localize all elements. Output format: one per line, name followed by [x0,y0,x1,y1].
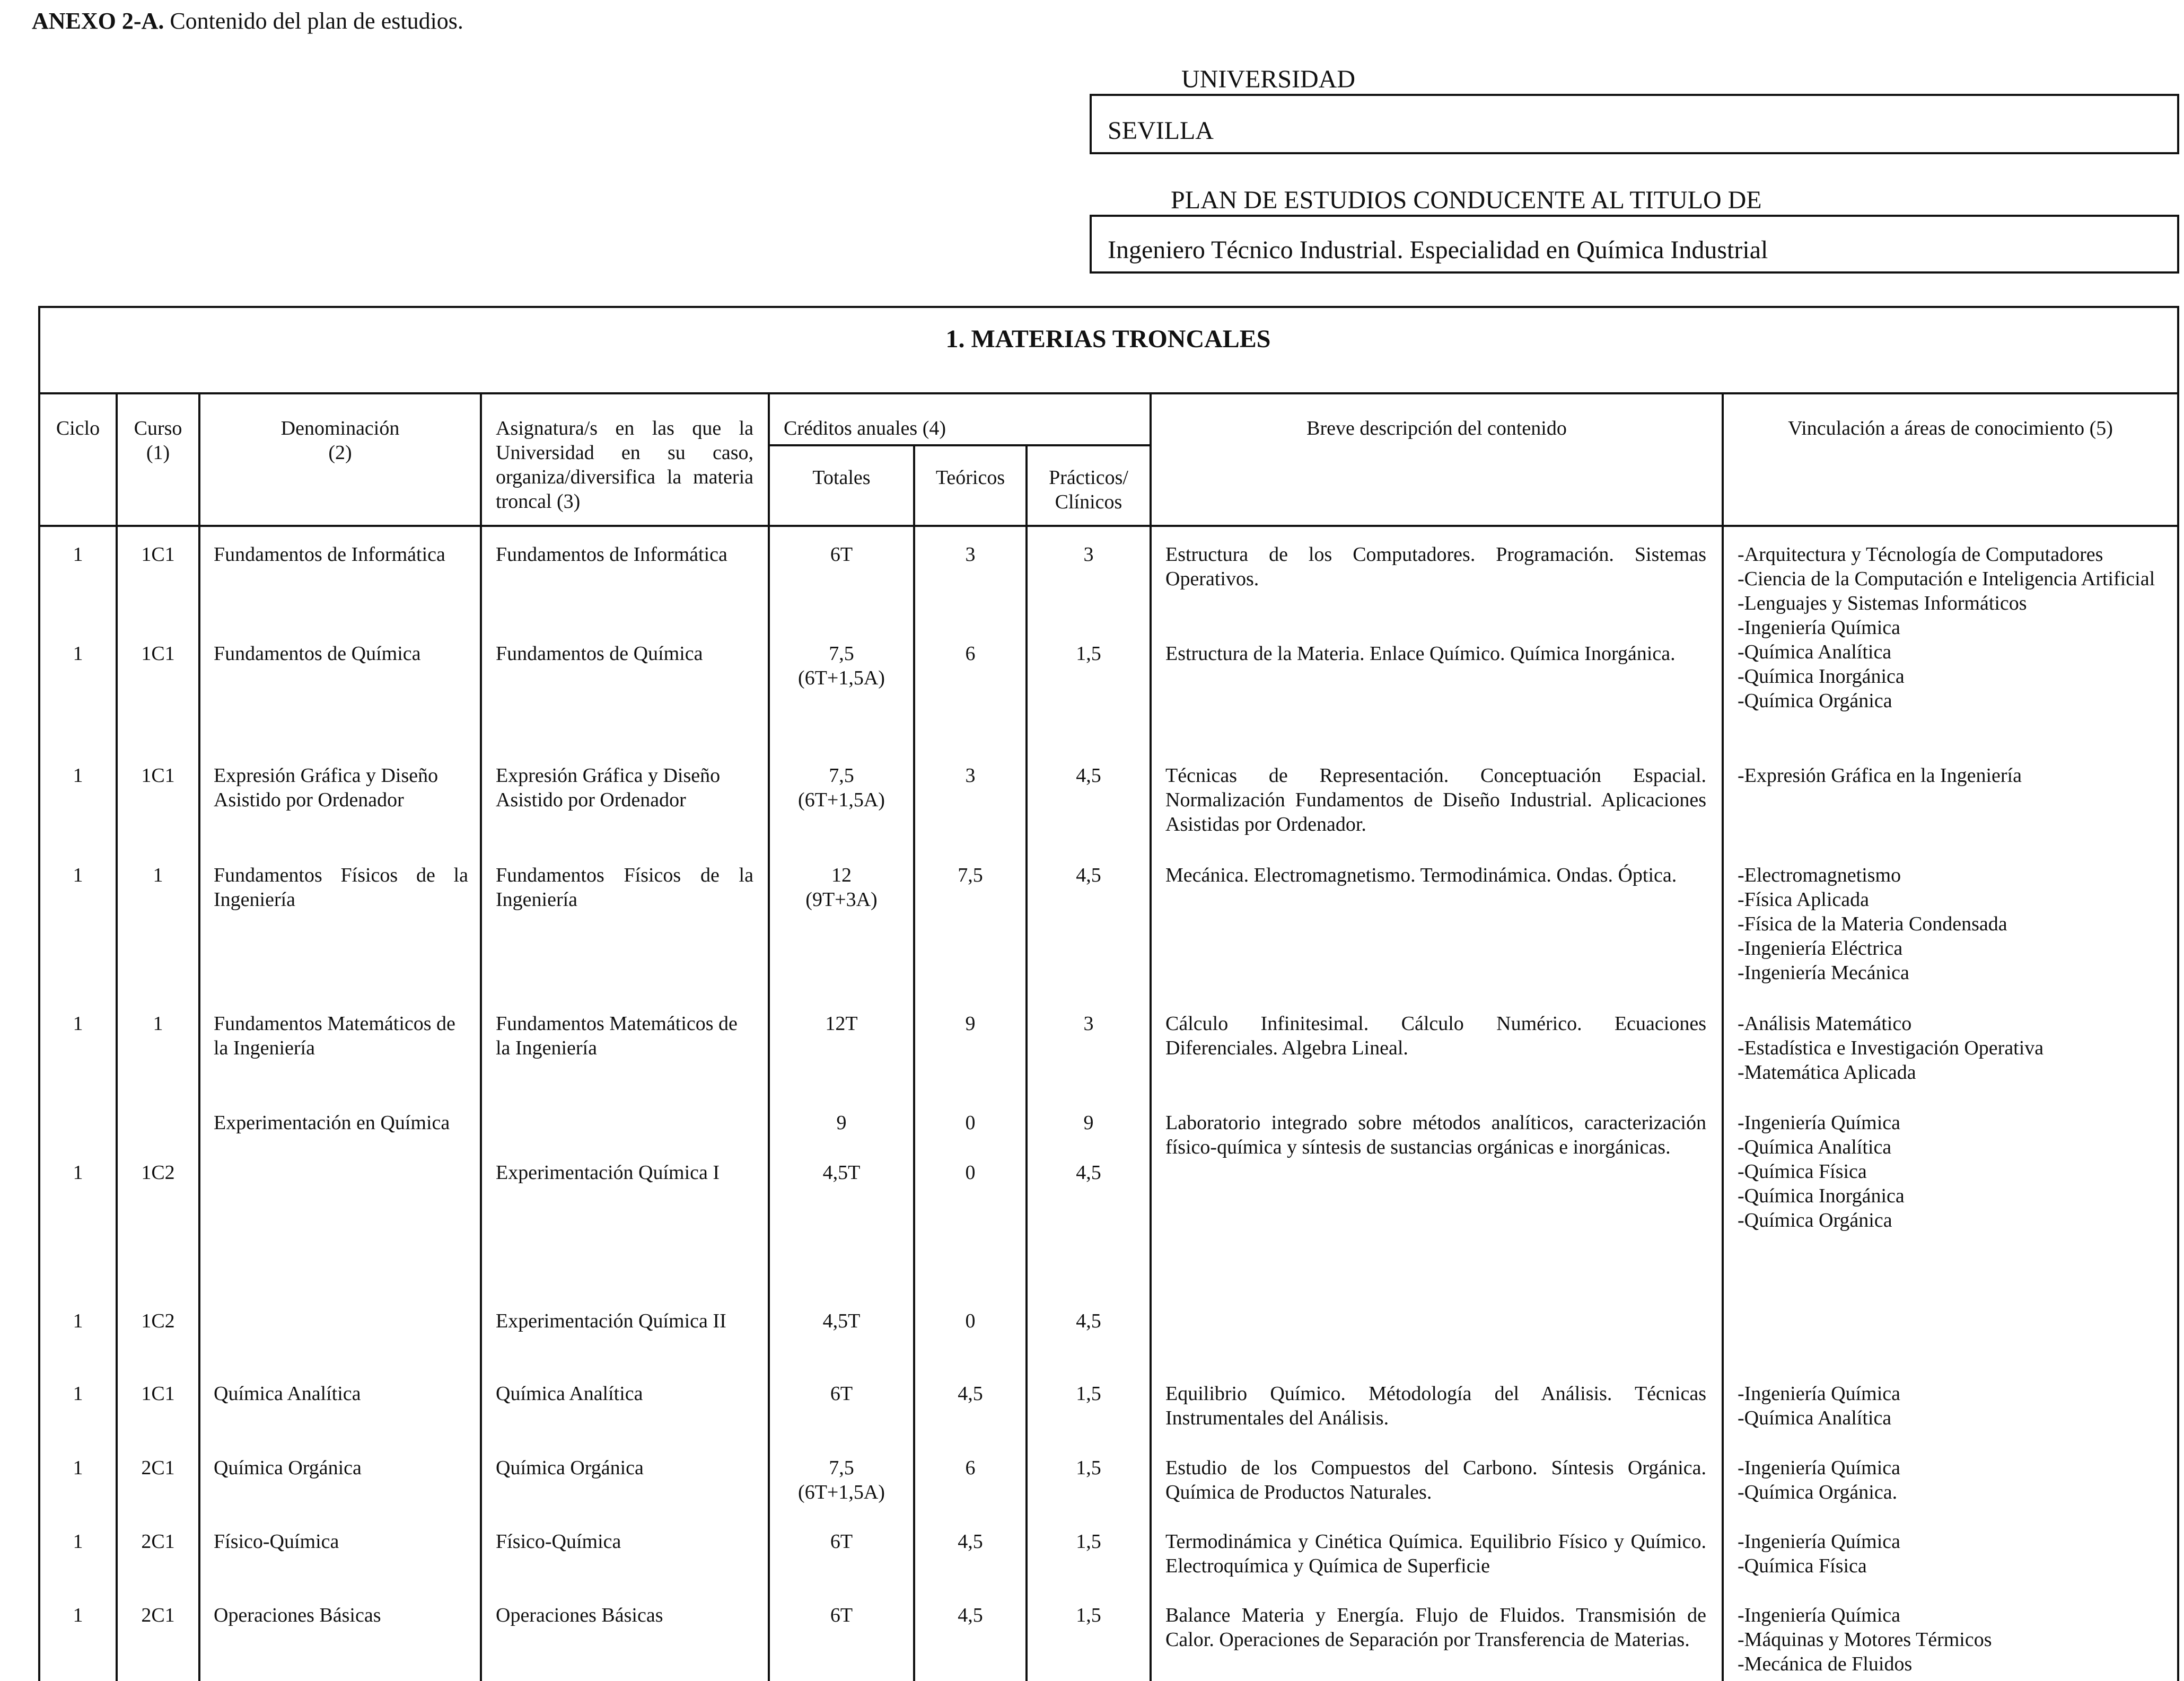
row-5-descripcion: Cálculo Infinitesimal. Cálculo Numérico. Ecuaciones Diferenciales. Algebra Lineal. [1165,1013,1706,1059]
row-6-denominacion: Experimentación en Química [214,1112,450,1134]
row-3-vinculacion: -Expresión Gráfica en la Ingeniería [1738,764,2022,787]
row-2-practicos: 1,5 [1076,643,1101,665]
col-header-curso: Curso (1) [134,417,182,464]
row-10-practicos: 1,5 [1076,1457,1101,1479]
row-1-descripcion: Estructura de los Computadores. Programación. Sistemas Operativos. [1165,543,1706,590]
row-3-teoricos: 3 [965,764,976,787]
row-8-teoricos: 0 [965,1310,976,1332]
universidad-value: SEVILLA [1108,117,1214,145]
row-9-totales: 6T [830,1383,853,1405]
row-3-asignatura: Expresión Gráfica y Diseño Asistido por Ordenador [496,764,721,811]
col-line-practicos [1025,444,1028,1681]
row-4-teoricos: 7,5 [958,864,983,886]
row-5-curso: 1 [153,1013,163,1035]
col-header-vinculacion: Vinculación a áreas de conocimiento (5) [1788,417,2113,439]
row-5-ciclo: 1 [73,1013,83,1035]
row-10-descripcion: Estudio de los Compuestos del Carbono. Síntesis Orgánica. Química de Productos Naturales. [1165,1457,1706,1503]
row-11-vinculacion: -Ingeniería Química -Química Física [1738,1530,1901,1577]
row-4-curso: 1 [153,864,163,886]
row-4-vinculacion: -Electromagnetismo -Física Aplicada -Física de la Materia Condensada -Ingeniería Eléctrica -Ingeniería Mecánica [1738,864,2007,984]
row-2-curso: 1C1 [141,643,175,665]
annex-title-rest: Contenido del plan de estudios. [164,8,463,34]
row-4-asignatura: Fundamentos Físicos de la Ingeniería [496,864,753,911]
row-1-curso: 1C1 [141,543,175,566]
row-11-ciclo: 1 [73,1530,83,1553]
row-5-denominacion: Fundamentos Matemáticos de la Ingeniería [214,1013,455,1059]
row-7-ciclo: 1 [73,1161,83,1184]
row-4-totales: 12 (9T+3A) [805,864,878,911]
plan-value: Ingeniero Técnico Industrial. Especialidad en Química Industrial [1108,236,1768,264]
row-8-ciclo: 1 [73,1310,83,1332]
row-3-ciclo: 1 [73,764,83,787]
row-9-teoricos: 4,5 [958,1383,983,1405]
row-9-asignatura: Química Analítica [496,1383,643,1405]
row-4-descripcion: Mecánica. Electromagnetismo. Termodinámica. Ondas. Óptica. [1165,864,1677,886]
row-2-descripcion: Estructura de la Materia. Enlace Químico. Química Inorgánica. [1165,643,1676,665]
row-6-vinculacion: -Ingeniería Química -Química Analítica -Química Física -Química Inorgánica -Química Orgánica [1738,1112,1905,1231]
row-5-practicos: 3 [1083,1013,1094,1035]
table-border-top [38,306,2179,308]
table-border-right [2177,306,2179,1681]
row-11-descripcion: Termodinámica y Cinética Química. Equilibrio Físico y Químico. Electroquímica y Química de Superficie [1165,1530,1706,1577]
creditos-separator [768,444,1151,446]
row-3-practicos: 4,5 [1076,764,1101,787]
row-12-teoricos: 4,5 [958,1604,983,1626]
row-9-vinculacion: -Ingeniería Química -Química Analítica [1738,1383,1901,1429]
col-line-asignatura [480,392,482,1681]
row-11-practicos: 1,5 [1076,1530,1101,1553]
universidad-box [1090,94,2179,154]
row-12-denominacion: Operaciones Básicas [214,1604,381,1626]
row-1-teoricos: 3 [965,543,976,566]
col-header-creditos: Créditos anuales (4) [784,417,946,439]
row-12-totales: 6T [830,1604,853,1626]
row-4-practicos: 4,5 [1076,864,1101,886]
row-11-teoricos: 4,5 [958,1530,983,1553]
row-10-asignatura: Química Orgánica [496,1457,644,1479]
row-11-curso: 2C1 [141,1530,175,1553]
row-5-asignatura: Fundamentos Matemáticos de la Ingeniería [496,1013,738,1059]
universidad-label: UNIVERSIDAD [1181,65,1355,93]
row-10-curso: 2C1 [141,1457,175,1479]
row-6-practicos: 9 [1083,1112,1094,1134]
col-header-ciclo: Ciclo [56,417,100,439]
row-7-practicos: 4,5 [1076,1161,1101,1184]
row-5-vinculacion: -Análisis Matemático -Estadística e Investigación Operativa -Matemática Aplicada [1738,1013,2044,1084]
row-1-totales: 6T [830,543,853,566]
annex-title-bold: ANEXO 2-A. [32,8,164,34]
col-header-asignatura: Asignatura/s en las que la Universidad en su caso, organiza/diversifica la materia troncal (3) [496,417,753,513]
row-10-vinculacion: -Ingeniería Química -Química Orgánica. [1738,1457,1901,1503]
row-3-totales: 7,5 (6T+1,5A) [798,764,885,811]
plan-box [1090,215,2179,274]
row-2-asignatura: Fundamentos de Química [496,643,703,665]
row-12-practicos: 1,5 [1076,1604,1101,1626]
row-4-ciclo: 1 [73,864,83,886]
row-5-totales: 12T [825,1013,858,1035]
row-5-teoricos: 9 [965,1013,976,1035]
row-7-totales: 4,5T [822,1161,861,1184]
row-10-denominacion: Química Orgánica [214,1457,362,1479]
row-1-practicos: 3 [1083,543,1094,566]
row-10-ciclo: 1 [73,1457,83,1479]
row-2-ciclo: 1 [73,643,83,665]
row-7-asignatura: Experimentación Química I [496,1161,720,1184]
row-2-teoricos: 6 [965,643,976,665]
row-8-totales: 4,5T [822,1310,861,1332]
row-7-teoricos: 0 [965,1161,976,1184]
row-10-totales: 7,5 (6T+1,5A) [798,1457,885,1503]
row-12-curso: 2C1 [141,1604,175,1626]
row-12-vinculacion: -Ingeniería Química -Máquinas y Motores Térmicos -Mecánica de Fluidos [1738,1604,1992,1675]
col-header-totales: Totales [812,467,871,489]
col-header-denominacion: Denominación (2) [280,417,400,464]
row-2-totales: 7,5 (6T+1,5A) [798,643,885,689]
row-1-denominacion: Fundamentos de Informática [214,543,445,566]
header-separator [38,525,2179,527]
row-8-practicos: 4,5 [1076,1310,1101,1332]
row-9-curso: 1C1 [141,1383,175,1405]
col-header-descripcion: Breve descripción del contenido [1306,417,1567,439]
plan-label: PLAN DE ESTUDIOS CONDUCENTE AL TITULO DE [1171,186,1762,214]
row-7-curso: 1C2 [141,1161,175,1184]
annex-title [32,7,463,34]
row-8-curso: 1C2 [141,1310,175,1332]
row-10-teoricos: 6 [965,1457,976,1479]
row-9-ciclo: 1 [73,1383,83,1405]
row-11-asignatura: Físico-Química [496,1530,621,1553]
col-line-curso [116,392,118,1681]
title-separator [38,392,2179,394]
row-1-ciclo: 1 [73,543,83,566]
col-line-teoricos [913,444,915,1681]
row-9-denominacion: Química Analítica [214,1383,361,1405]
row-4-denominacion: Fundamentos Físicos de la Ingeniería [214,864,468,911]
col-header-teoricos: Teóricos [935,467,1005,489]
row-1-asignatura: Fundamentos de Informática [496,543,727,566]
row-12-ciclo: 1 [73,1604,83,1626]
row-11-totales: 6T [830,1530,853,1553]
row-6-descripcion: Laboratorio integrado sobre métodos analíticos, caracterización físico-química y síntesis de sustancias orgánicas e inorgánicas. [1165,1112,1706,1158]
row-6-teoricos: 0 [965,1112,976,1134]
row-6-totales: 9 [836,1112,847,1134]
row-3-curso: 1C1 [141,764,175,787]
row-8-asignatura: Experimentación Química II [496,1310,726,1332]
table-title: 1. MATERIAS TRONCALES [945,325,1271,353]
vinculacion-group-1: -Arquitectura y Técnología de Computadores -Ciencia de la Computación e Inteligencia Artificial -Lenguajes y Sistemas Informáticos -Ingeniería Química -Química Analítica -Química Inorgánica -Química Orgánica [1738,543,2155,712]
row-12-asignatura: Operaciones Básicas [496,1604,663,1626]
col-header-practicos: Prácticos/ Clínicos [1049,467,1128,513]
col-line-descripcion [1150,392,1152,1681]
row-3-descripcion: Técnicas de Representación. Conceptuación Espacial. Normalización Fundamentos de Diseño Industrial. Aplicaciones Asistidas por Ordenador. [1165,764,1706,835]
row-2-denominacion: Fundamentos de Química [214,643,421,665]
row-9-descripcion: Equilibrio Químico. Métodología del Análisis. Técnicas Instrumentales del Análisis. [1165,1383,1706,1429]
row-12-descripcion: Balance Materia y Energía. Flujo de Fluidos. Transmisión de Calor. Operaciones de Separación por Transferencia de Materias. [1165,1604,1706,1651]
col-line-denominacion [198,392,200,1681]
row-11-denominacion: Físico-Química [214,1530,339,1553]
col-line-vinculacion [1722,392,1724,1681]
row-9-practicos: 1,5 [1076,1383,1101,1405]
row-3-denominacion: Expresión Gráfica y Diseño Asistido por Ordenador [214,764,438,811]
